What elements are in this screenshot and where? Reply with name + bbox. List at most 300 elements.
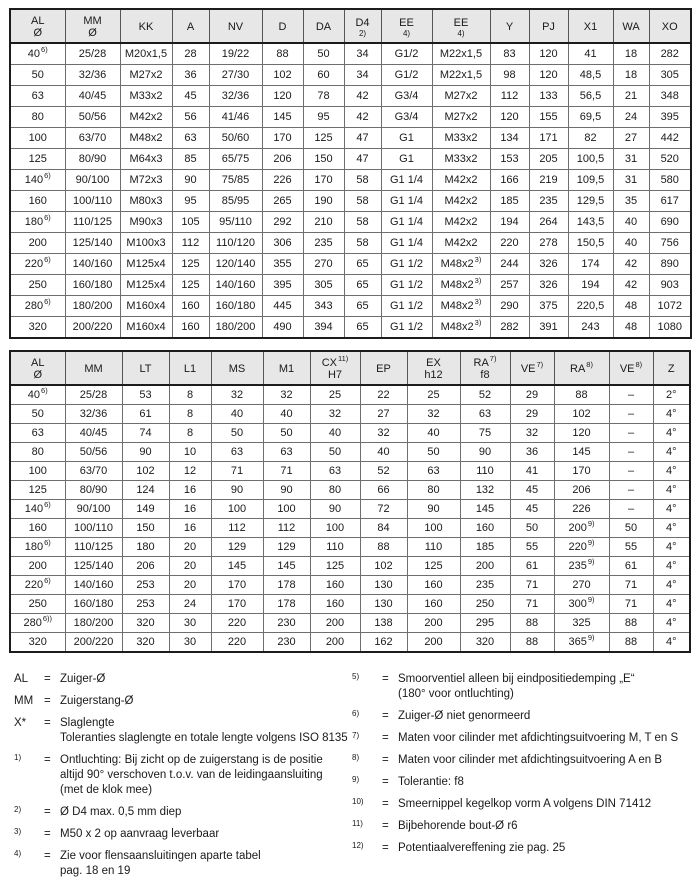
table-cell: 25 [407, 385, 460, 405]
table-cell: 4° [653, 424, 690, 443]
table-cell: 180/200 [209, 317, 262, 339]
table-cell: 4° [653, 633, 690, 653]
table-cell: 88 [360, 538, 407, 557]
table-cell: 320 [122, 614, 169, 633]
table-cell: 42 [613, 275, 649, 296]
footnote-text: Ontluchting: Bij zicht op de zuigerstang is de positie altijd 90° verschoven t.o.v. van de leidingaansluiting (met de klok mee) [60, 754, 323, 796]
table-cell: 18 [613, 65, 649, 86]
table-cell: 120/140 [209, 254, 262, 275]
table-row [10, 128, 691, 149]
table-cell: G1 1/4 [381, 191, 432, 212]
table-cell: 220 [490, 233, 529, 254]
table-cell: 40 [360, 443, 407, 462]
table-cell: 34 [344, 43, 381, 65]
table-cell: 320 [10, 633, 65, 653]
table-cell: 170 [211, 595, 263, 614]
table-cell: 4° [653, 481, 690, 500]
table-cell: 325 [554, 614, 609, 633]
table-cell: 30 [169, 633, 211, 653]
table-cell: 280$^{6)}$ [10, 296, 65, 317]
table-cell: 140/160 [209, 275, 262, 296]
table-row [10, 462, 690, 481]
table-cell: 130 [360, 576, 407, 595]
table-cell: 250 [460, 595, 510, 614]
table-cell: M125x4 [120, 275, 172, 296]
table-cell: 890 [649, 254, 691, 275]
table-cell: 63/70 [65, 462, 122, 481]
footnotes-left-column [14, 672, 346, 883]
footnote-item [352, 775, 694, 790]
table-cell: M27x2 [120, 65, 172, 86]
footnote-mark: 12) [352, 841, 364, 850]
table-cell: 265 [262, 191, 303, 212]
table-row [10, 500, 690, 519]
table-cell: 270 [303, 254, 344, 275]
table-row [10, 443, 690, 462]
table-cell: 47 [344, 149, 381, 170]
table-cell: 253 [122, 595, 169, 614]
table-cell: 84 [360, 519, 407, 538]
table-cell: 150 [122, 519, 169, 538]
table-cell: M90x3 [120, 212, 172, 233]
table-cell: – [609, 500, 653, 519]
table-cell: 110/125 [65, 538, 122, 557]
table-cell: 21 [613, 86, 649, 107]
table-cell: 125 [303, 128, 344, 149]
table-cell: 235$^{9)}$ [554, 557, 609, 576]
dimensions-table-top [9, 8, 692, 339]
table-cell: M48x2$^{3)}$ [432, 317, 490, 339]
table-cell: 170 [303, 170, 344, 191]
table-cell: 80 [10, 107, 65, 128]
table-cell: 220 [211, 633, 263, 653]
table-cell: 52 [460, 385, 510, 405]
table-cell: 88 [510, 614, 554, 633]
table-cell: 170 [554, 462, 609, 481]
table-cell: 78 [303, 86, 344, 107]
footnote-item [14, 827, 346, 842]
table-cell: 138 [360, 614, 407, 633]
table-cell: 160/180 [65, 275, 120, 296]
footnote-item [14, 849, 346, 879]
footnote-text: Zuiger-Ø niet genormeerd [398, 710, 531, 722]
table-cell: 74 [122, 424, 169, 443]
table-cell: 27 [360, 405, 407, 424]
table-cell: G1 1/2 [381, 296, 432, 317]
column-header-cx: CX$^{11)}$ H7 [310, 351, 360, 385]
table-cell: 40 [613, 233, 649, 254]
table-cell: 27 [613, 128, 649, 149]
table-cell: 63 [10, 424, 65, 443]
table-cell: 71 [609, 595, 653, 614]
table-cell: 40$^{6)}$ [10, 385, 65, 405]
footnote-text: Zuigerstang-Ø [60, 695, 134, 707]
table-cell: 140$^{6)}$ [10, 500, 65, 519]
table-cell: 130 [360, 595, 407, 614]
table-cell: 32 [407, 405, 460, 424]
table-cell: M72x3 [120, 170, 172, 191]
table-cell: 102 [554, 405, 609, 424]
table-cell: 65 [344, 275, 381, 296]
table-cell: 88 [554, 385, 609, 405]
table-cell: 395 [262, 275, 303, 296]
table-cell: 85/95 [209, 191, 262, 212]
table-cell: 100 [10, 462, 65, 481]
footnote-text: Zie voor flensaansluitingen aparte tabel pag. 18 en 19 [60, 850, 261, 877]
footnote-mark: 5) [352, 672, 360, 681]
footnote-item [352, 841, 694, 856]
table-cell: 160/180 [209, 296, 262, 317]
table-cell: G1 1/4 [381, 212, 432, 233]
table-cell: G1 [381, 128, 432, 149]
footnote-equals: = [44, 695, 51, 707]
table-cell: 69,5 [568, 107, 613, 128]
table-cell: 50/60 [209, 128, 262, 149]
table-cell: 50/56 [65, 443, 122, 462]
table-row [10, 212, 691, 233]
table-cell: 95 [303, 107, 344, 128]
table-row [10, 317, 691, 339]
table-cell: 88 [262, 43, 303, 65]
column-header-al: AL Ø [10, 351, 65, 385]
table-cell: 230 [263, 614, 310, 633]
dimensions-table-bottom-header [10, 351, 690, 385]
table-cell: 120 [554, 424, 609, 443]
footnote-mark: AL [14, 673, 29, 685]
table-cell: 100 [263, 500, 310, 519]
table-cell: 4° [653, 443, 690, 462]
table-cell: 40 [211, 405, 263, 424]
table-cell: 125 [10, 481, 65, 500]
footnote-text: Slaglengte Toleranties slaglengte en totale lengte volgens ISO 8135 [60, 717, 348, 744]
table-cell: 19/22 [209, 43, 262, 65]
table-cell: 25/28 [65, 385, 122, 405]
table-cell: 160 [407, 595, 460, 614]
table-cell: 100 [211, 500, 263, 519]
table-cell: – [609, 424, 653, 443]
table-cell: 41/46 [209, 107, 262, 128]
table-cell: 45 [172, 86, 209, 107]
table-cell: 80/90 [65, 149, 120, 170]
table-cell: 150,5 [568, 233, 613, 254]
table-cell: M33x2 [432, 149, 490, 170]
table-cell: M33x2 [432, 128, 490, 149]
table-cell: 320 [10, 317, 65, 339]
table-cell: 110 [310, 538, 360, 557]
table-cell: 40/45 [65, 424, 122, 443]
table-cell: 210 [303, 212, 344, 233]
column-header-wa: WA [613, 9, 649, 43]
table-cell: 320 [122, 633, 169, 653]
table-cell: 58 [344, 212, 381, 233]
table-cell: 98 [490, 65, 529, 86]
footnote-text: Maten voor cilinder met afdichtingsuitvoering M, T en S [398, 732, 679, 744]
footnote-mark: 11) [352, 819, 363, 828]
table-cell: 52 [360, 462, 407, 481]
table-row [10, 254, 691, 275]
table-cell: 160 [172, 296, 209, 317]
column-header-d: D [262, 9, 303, 43]
table-cell: M160x4 [120, 296, 172, 317]
table-cell: G1/2 [381, 43, 432, 65]
table-cell: 90 [211, 481, 263, 500]
table-cell: 180 [122, 538, 169, 557]
table-cell: 220$^{6)}$ [10, 254, 65, 275]
table-cell: 4° [653, 500, 690, 519]
column-header-lt: LT [122, 351, 169, 385]
table-row [10, 149, 691, 170]
table-cell: M42x2 [120, 107, 172, 128]
table-cell: 395 [649, 107, 691, 128]
table-row [10, 481, 690, 500]
table-cell: 125/140 [65, 557, 122, 576]
table-row [10, 86, 691, 107]
column-header-z: Z [653, 351, 690, 385]
column-header-da: DA [303, 9, 344, 43]
table-cell: 219 [529, 170, 568, 191]
footnote-item [352, 672, 694, 702]
table-cell: 445 [262, 296, 303, 317]
header-row [10, 9, 691, 43]
table-cell: 282 [490, 317, 529, 339]
table-cell: 24 [169, 595, 211, 614]
table-cell: M22x1,5 [432, 65, 490, 86]
table-cell: 110 [460, 462, 510, 481]
table-cell: M64x3 [120, 149, 172, 170]
table-cell: 40$^{6)}$ [10, 43, 65, 65]
table-cell: 90 [310, 500, 360, 519]
table-cell: 110 [407, 538, 460, 557]
table-cell: 32 [360, 424, 407, 443]
table-cell: 355 [262, 254, 303, 275]
table-cell: 40/45 [65, 86, 120, 107]
table-cell: M48x2$^{3)}$ [432, 296, 490, 317]
table-cell: 95/110 [209, 212, 262, 233]
table-cell: 34 [344, 65, 381, 86]
footnote-equals: = [382, 732, 389, 744]
table-cell: 282 [649, 43, 691, 65]
footnote-equals: = [44, 806, 51, 818]
table-cell: 29 [510, 405, 554, 424]
table-cell: 220$^{6)}$ [10, 576, 65, 595]
footnote-item [352, 731, 694, 746]
table-cell: 36 [510, 443, 554, 462]
dimensions-table-top-body [10, 43, 691, 338]
table-cell: 75 [460, 424, 510, 443]
column-header-m1: M1 [263, 351, 310, 385]
table-cell: G3/4 [381, 86, 432, 107]
table-cell: 365$^{9)}$ [554, 633, 609, 653]
table-cell: 290 [490, 296, 529, 317]
table-cell: 42 [344, 107, 381, 128]
table-cell: 50 [303, 43, 344, 65]
table-cell: 25 [310, 385, 360, 405]
column-header-x1: X1 [568, 9, 613, 43]
footnotes-right-column [352, 672, 694, 863]
footnote-item [14, 805, 346, 820]
table-cell: 1072 [649, 296, 691, 317]
table-cell: 65 [344, 296, 381, 317]
table-cell: 235 [529, 191, 568, 212]
table-cell: G1 [381, 149, 432, 170]
table-cell: 185 [460, 538, 510, 557]
table-cell: 250 [10, 595, 65, 614]
table-cell: 180/200 [65, 614, 122, 633]
column-header-mm: MM Ø [65, 9, 120, 43]
footnote-item [14, 753, 346, 798]
table-cell: 155 [529, 107, 568, 128]
table-cell: 50 [609, 519, 653, 538]
table-cell: 60 [303, 65, 344, 86]
table-cell: 320 [460, 633, 510, 653]
table-cell: 200 [460, 557, 510, 576]
table-cell: 170 [262, 128, 303, 149]
table-cell: 145 [554, 443, 609, 462]
table-cell: 305 [649, 65, 691, 86]
table-cell: 61 [122, 405, 169, 424]
column-header-ex: EX h12 [407, 351, 460, 385]
table-cell: G1 1/2 [381, 275, 432, 296]
table-cell: 50 [263, 424, 310, 443]
column-header-ee2: EE 4) [432, 9, 490, 43]
table-row [10, 538, 690, 557]
table-cell: 112 [263, 519, 310, 538]
table-cell: 56,5 [568, 86, 613, 107]
table-cell: 40 [310, 424, 360, 443]
table-cell: 160 [172, 317, 209, 339]
column-header-ep: EP [360, 351, 407, 385]
table-cell: M42x2 [432, 212, 490, 233]
table-cell: 174 [568, 254, 613, 275]
table-cell: 20 [169, 557, 211, 576]
table-cell: 55 [510, 538, 554, 557]
footnote-equals: = [382, 842, 389, 854]
column-header-ee1: EE 4) [381, 9, 432, 43]
table-cell: 391 [529, 317, 568, 339]
column-header-al: AL Ø [10, 9, 65, 43]
table-cell: 100 [10, 128, 65, 149]
table-cell: 140/160 [65, 576, 122, 595]
table-cell: 58 [344, 191, 381, 212]
table-cell: 153 [490, 149, 529, 170]
table-cell: M33x2 [120, 86, 172, 107]
table-cell: 50 [211, 424, 263, 443]
table-cell: 160 [10, 191, 65, 212]
table-cell: 160 [407, 576, 460, 595]
table-cell: 257 [490, 275, 529, 296]
table-cell: 200/220 [65, 317, 120, 339]
table-cell: 375 [529, 296, 568, 317]
table-cell: 102 [262, 65, 303, 86]
table-cell: 63/70 [65, 128, 120, 149]
table-cell: 80 [10, 443, 65, 462]
table-cell: 278 [529, 233, 568, 254]
table-cell: 200 [407, 614, 460, 633]
footnote-item [352, 819, 694, 834]
table-cell: 50 [407, 443, 460, 462]
table-cell: 194 [568, 275, 613, 296]
column-header-mm: MM [65, 351, 122, 385]
table-cell: 32 [510, 424, 554, 443]
table-cell: 903 [649, 275, 691, 296]
table-cell: 348 [649, 86, 691, 107]
table-cell: M80x3 [120, 191, 172, 212]
table-cell: 160 [460, 519, 510, 538]
table-cell: 58 [344, 170, 381, 191]
table-cell: 129 [263, 538, 310, 557]
column-header-ra8: RA$^{8)}$ [554, 351, 609, 385]
table-row [10, 107, 691, 128]
table-cell: G1 1/2 [381, 254, 432, 275]
table-cell: 66 [360, 481, 407, 500]
table-cell: 90 [172, 170, 209, 191]
footnote-equals: = [382, 673, 389, 685]
footnote-equals: = [382, 776, 389, 788]
table-cell: M42x2 [432, 191, 490, 212]
footnote-text: Ø D4 max. 0,5 mm diep [60, 806, 182, 818]
footnote-item [352, 797, 694, 812]
table-cell: 65/75 [209, 149, 262, 170]
table-cell: 243 [568, 317, 613, 339]
table-cell: 20 [169, 576, 211, 595]
table-cell: 61 [609, 557, 653, 576]
table-cell: 80/90 [65, 481, 122, 500]
table-cell: 35 [613, 191, 649, 212]
footnote-mark: 2) [14, 805, 22, 814]
footnote-text: Potentiaalvereffening zie pag. 25 [398, 842, 566, 854]
table-cell: 29 [510, 385, 554, 405]
column-header-ve7: VE$^{7)}$ [510, 351, 554, 385]
table-cell: 295 [460, 614, 510, 633]
footnote-equals: = [44, 754, 51, 766]
table-cell: 205 [529, 149, 568, 170]
table-row [10, 191, 691, 212]
table-cell: 230 [263, 633, 310, 653]
footnote-text: Maten voor cilinder met afdichtingsuitvoering A en B [398, 754, 663, 766]
table-cell: 45 [510, 500, 554, 519]
footnote-mark: 4) [14, 849, 22, 858]
table-cell: 756 [649, 233, 691, 254]
table-cell: 178 [263, 576, 310, 595]
footnote-equals: = [44, 828, 51, 840]
table-cell: 145 [263, 557, 310, 576]
table-cell: 125 [407, 557, 460, 576]
table-cell: 16 [169, 481, 211, 500]
table-cell: 264 [529, 212, 568, 233]
table-cell: 112 [211, 519, 263, 538]
table-cell: 75/85 [209, 170, 262, 191]
column-header-pj: PJ [529, 9, 568, 43]
table-cell: 120 [529, 43, 568, 65]
table-cell: 53 [122, 385, 169, 405]
table-row [10, 557, 690, 576]
table-cell: 71 [211, 462, 263, 481]
table-cell: 220$^{9)}$ [554, 538, 609, 557]
table-cell: 160/180 [65, 595, 122, 614]
table-cell: 206 [554, 481, 609, 500]
table-cell: 110/125 [65, 212, 120, 233]
table-cell: 326 [529, 254, 568, 275]
table-cell: 125/140 [65, 233, 120, 254]
table-cell: 180$^{6)}$ [10, 538, 65, 557]
table-cell: – [609, 385, 653, 405]
table-cell: 58 [344, 233, 381, 254]
table-cell: 490 [262, 317, 303, 339]
table-cell: 200 [10, 233, 65, 254]
table-cell: 129,5 [568, 191, 613, 212]
table-cell: 47 [344, 128, 381, 149]
table-row [10, 519, 690, 538]
